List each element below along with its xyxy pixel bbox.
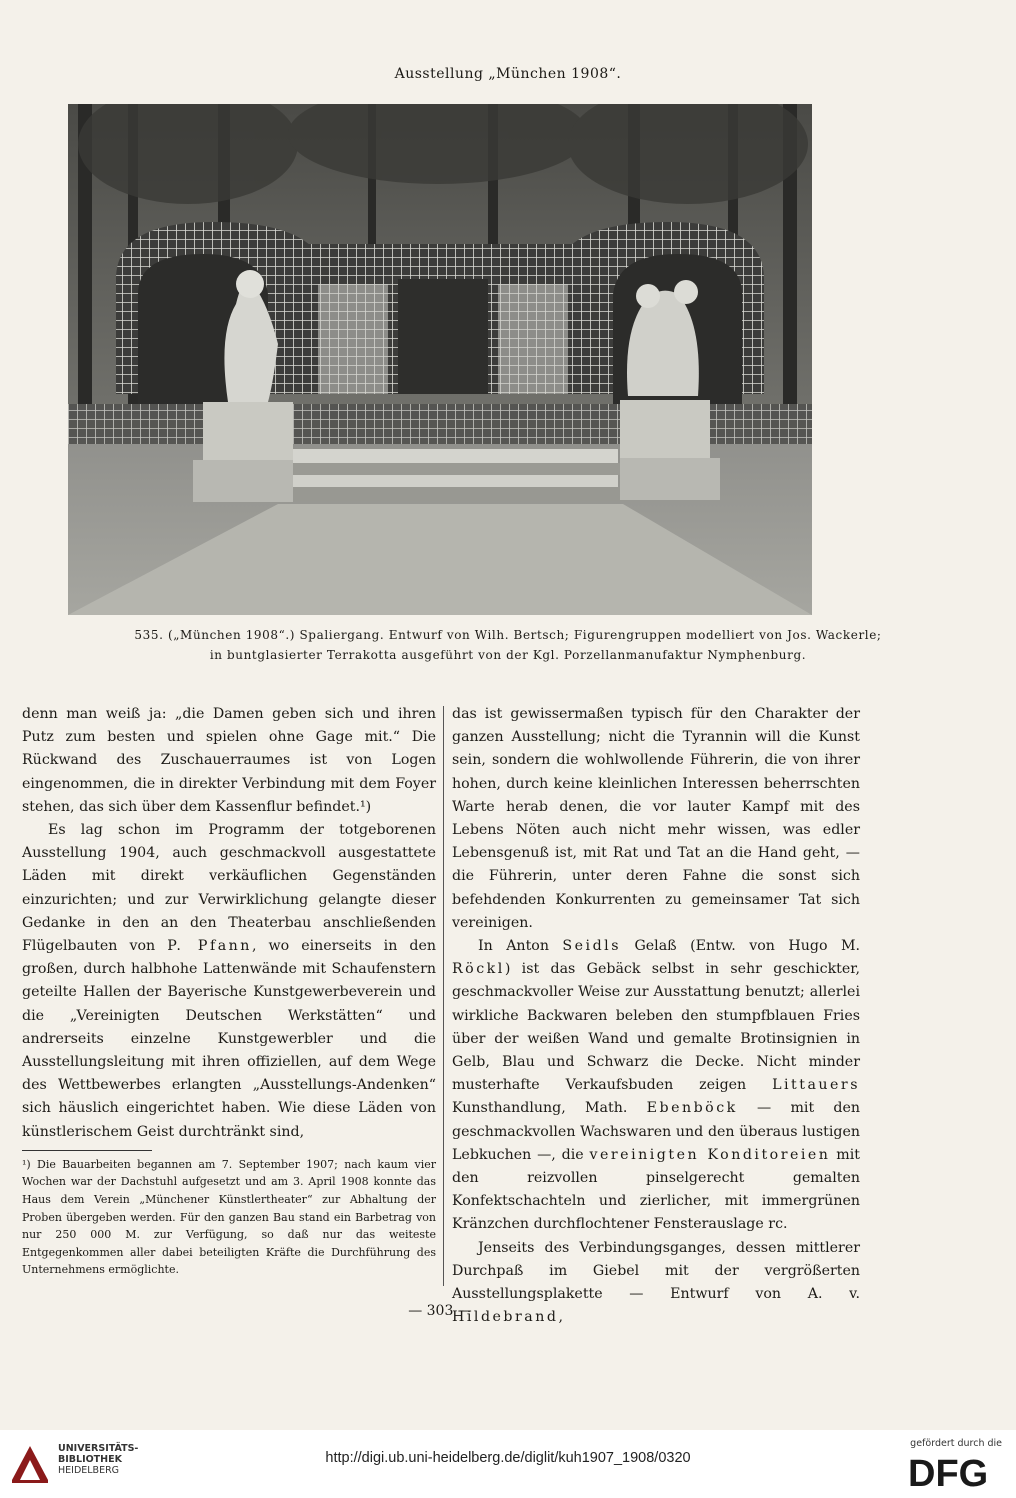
right-p2-text-f: mit den reizvollen pinselgerecht gemalten Konfektschachteln und zierlicher, mit immergrünen Kränzchen durchflochtener Fensterauslage rc. [452,1146,860,1233]
right-text-column [452,703,860,1329]
name-ebenboeck: Ebenböck [646,1100,738,1117]
name-roeckl: Röckl [452,961,505,978]
permalink-url[interactable]: http://digi.ub.uni-heidelberg.de/diglit/kuh1907_1908/0320 [325,1450,691,1466]
right-p2-text-b: Gelaß (Entw. von Hugo M. [634,938,861,955]
trellis-photograph [68,104,812,615]
footnote: ¹) Die Bauarbeiten begannen am 7. September 1907; nach kaum vier Wochen war der Dachstuhl aufgesetzt und am 3. April 1908 konnte das Haus dem Verein „Münchener Künstlertheater“ zur Abhaltung der Proben übergeben werden. Für den ganzen Bau stand ein Barbetrag von nur 250 000 M. zur Verfügung, so daß nur das weiteste Entgegenkommen aller dabei beteiligten Kräfte die Durchführung des Unternehmens ermöglichte. [22,1157,436,1277]
right-p3-text-a: Jenseits des Verbindungsganges, dessen mittlerer Durchpaß im Giebel mit der vergrößerten Ausstellungsplakette — Entwurf von A. v. [452,1239,860,1303]
right-p2-text-d: Kunsthandlung, Math. [452,1100,628,1117]
name-littauers: Littauers [772,1077,860,1094]
trellis-photo-illustration [68,104,812,615]
dfg-logo-text: DFG [908,1453,989,1492]
right-p2-text-a: In Anton [478,938,549,955]
name-hildebrand: Hildebrand [452,1309,559,1326]
library-name-line-1: UNIVERSITÄTS- [58,1443,139,1454]
column-divider [443,706,444,1286]
library-name-line-2: BIBLIOTHEK [58,1454,122,1465]
viewer-footer [0,1430,1016,1498]
left-paragraph-1: denn man weiß ja: „die Damen geben sich und ihren Putz zum besten und spielen ohne Gage mit.“ Die Rückwand des Zuschauerraumes ist von Logen eingenommen, die in direkter Verbindung mit dem Foyer stehen, das sich über dem Kassenflur befindet.¹) [22,706,436,815]
figure-caption-line-1: 535. („München 1908“.) Spaliergang. Entwurf von Wilh. Bertsch; Figurengruppen modelliert von Jos. Wackerle; [134,628,882,642]
name-konditoreien: vereinigten Konditoreien [589,1146,831,1163]
right-paragraph-2 [452,935,860,1237]
right-paragraph-1: das ist gewissermaßen typisch für den Charakter der ganzen Ausstellung; nicht die Tyrannin will die Kunst sein, sondern die wohlwollende Führerin, die von ihrer hohen, durch keine kleinlichen Interessen beherrschten Warte herab denen, die vor lauter Kampf mit des Lebens Nöten auch nicht mehr wissen, was edler Lebensgenuß ist, mit Rat und Tat an die Hand geht, — die Führerin, unter deren Fahne die sonst sich befehdenden Konkurrenten zu gemeinsamer Tat sich vereinigen. [452,706,860,931]
left-paragraph-2-text-a: Es lag schon im Programm der totgeborenen Ausstellung 1904, auch geschmackvoll ausgestattete Läden mit direkt verkäuflichen Gegenständen einzurichten; und zur Verwirklichung gelangte dieser Gedanke in den an den Theaterbau anschließenden Flügelbauten von [22,822,436,955]
library-name-line-3: HEIDELBERG [58,1465,120,1476]
funding-label: gefördert durch die [910,1438,1002,1449]
left-paragraph-2 [22,819,436,1144]
architect-name: P. Pfann [167,938,252,955]
right-p3-text-b: , [558,1309,563,1326]
page-number: — 303 — [408,1303,472,1319]
right-p2-text-c: ) ist das Gebäck selbst in sehr geschickter, geschmackvoller Weise zur Ausstattung benutzt; allerlei wirkliche Backwaren beleben den stumpfblauen Fries über der weißen Wand und gemalte Brotinsignien in Gelb, Blau und Schwarz die Decke. Nicht minder musterhafte Verkaufsbuden zeigen [452,961,860,1094]
right-p2-text-e: — mit den geschmackvollen Wachswaren und den überaus lustigen Lebkuchen —, die [452,1100,861,1163]
running-head: Ausstellung „München 1908“. [394,66,622,82]
figure-caption-line-2: in buntglasierter Terrakotta ausgeführt von der Kgl. Porzellanmanufaktur Nymphenburg. [209,648,807,662]
dfg-logo-icon [908,1452,1002,1492]
left-text-column [22,703,436,1279]
left-paragraph-2-text-b: , wo einerseits in den großen, durch halbhohe Lattenwände mit Schaufenstern geteilte Hallen der Bayerische Kunstgewerbeverein und die „Vereinigten Deutschen Werkstätten“ und andrerseits einzelne Kunstgewerbler und die Ausstellungsleitung mit ihren offiziellen, auf dem Wege des Wettbewerbes erlangten „Ausstellungs-Andenken“ sich häuslich eingerichtet haben. Wie diese Läden von künstlerischem Geist durchtränkt sind, [22,938,436,1140]
name-seidls: Seidls [562,938,621,955]
footnote-rule [22,1150,152,1151]
